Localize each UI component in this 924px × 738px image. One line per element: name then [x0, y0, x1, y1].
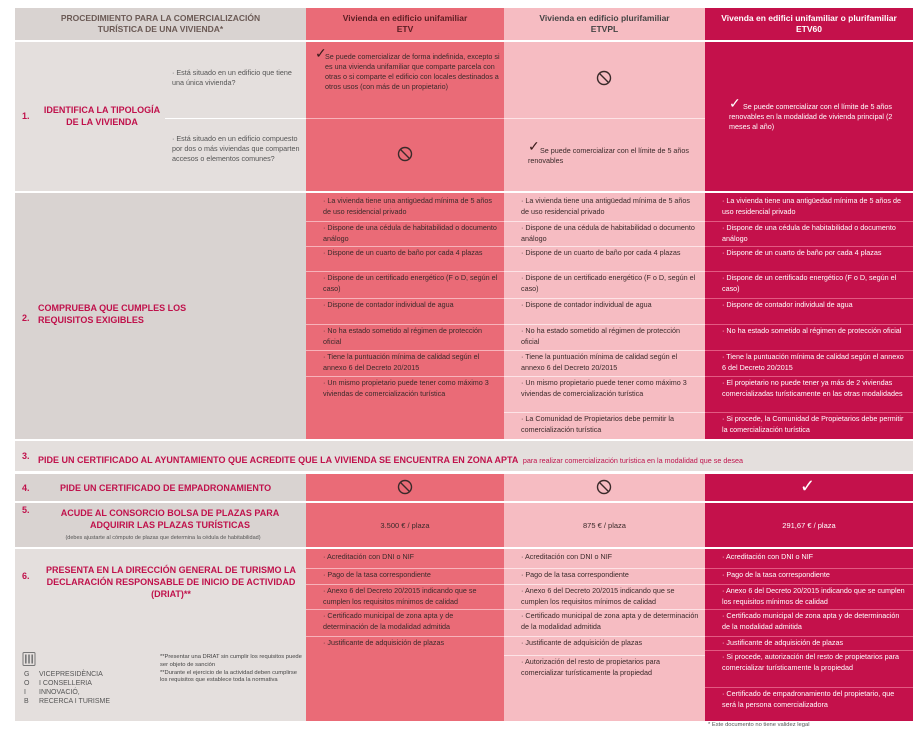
section1-question-2: · Está situado en un edificio compuesto por dos o más viviendas que comparten accesos o elementos comunes?	[172, 134, 300, 163]
requirement-item: · Pago de la tasa correspondiente	[722, 570, 830, 579]
prohibited-icon	[397, 146, 413, 162]
divider	[705, 324, 913, 325]
check-icon: ✓	[528, 138, 540, 154]
govern-crest-icon	[22, 652, 36, 666]
requirement-item: · Si procede, la Comunidad de Propietarios debe permitir la comercialización turística	[722, 414, 904, 434]
section6-title: PRESENTA EN LA DIRECCIÓN GENERAL DE TURISMO LA DECLARACIÓN RESPONSABLE DE INICIO DE ACTIVIDAD (DRIAT)**	[45, 565, 296, 599]
logo-letters	[24, 670, 34, 706]
requirement-item: · Dispone de una cédula de habitabilidad o documento análogo	[323, 223, 497, 243]
prohibited-icon	[596, 479, 612, 495]
header-procedure: PROCEDIMIENTO PARA LA COMERCIALIZACIÓN TURÍSTICA DE UNA VIVIENDA*	[15, 8, 306, 40]
divider	[504, 584, 705, 585]
requirement-item: · Tiene la puntuación mínima de calidad según el annexo 6 del Decreto 20/2015	[521, 352, 678, 372]
requirement-item: · Certificado municipal de zona apta y de determinación de la modalidad admitida	[722, 611, 900, 631]
divider	[306, 298, 504, 299]
divider	[504, 655, 705, 656]
divider	[705, 376, 913, 377]
divider	[306, 609, 504, 610]
requirement-item: · Dispone de un cuarto de baño por cada 4 plazas	[521, 248, 681, 257]
section5-note: (debes ajustarte al cómputo de plazas que determina la cédula de habitabilidad)	[65, 535, 261, 541]
divider	[306, 271, 504, 272]
section5-title: ACUDE AL CONSORCIO BOLSA DE PLAZAS PARA ADQUIRIR LAS PLAZAS TURÍSTICAS	[60, 508, 280, 530]
divider	[705, 584, 913, 585]
section3-text	[38, 450, 898, 468]
requirement-item: · Tiene la puntuación mínima de calidad según el annexo 6 del Decreto 20/2015	[323, 352, 480, 372]
requirement-item: · La vivienda tiene una antigüedad mínima de 5 años de uso residencial privado	[722, 196, 902, 216]
section1-etv-q1: Se puede comercializar de forma indefinida, excepto si es una vivienda unifamiliar que comparte parcela con otras o si comparte el edificio con locales destinados a otros usos (con más de un propietario)	[325, 52, 500, 91]
requirement-item: · Dispone de un certificado energético (F o D, según el caso)	[521, 273, 696, 293]
divider	[504, 568, 705, 569]
requirement-item: · Certificado de empadronamiento del propietario, que será la persona comercializadora	[722, 689, 895, 709]
requirement-item: · Acreditación con DNI o NIF	[521, 552, 613, 561]
requirement-item: · Dispone de un certificado energético (F o D, según el caso)	[722, 273, 897, 293]
divider	[306, 350, 504, 351]
requirement-item: · No ha estado sometido al régimen de protección oficial	[323, 326, 483, 346]
requirement-item: · Autorización del resto de propietarios para comercializar turísticamente la propiedad	[521, 657, 661, 677]
divider	[705, 687, 913, 688]
requirement-item: · La vivienda tiene una antigüedad mínima de 5 años de uso residencial privado	[323, 196, 493, 216]
divider	[504, 221, 705, 222]
logo-line: INNOVACIÓ,	[39, 689, 80, 696]
divider	[306, 584, 504, 585]
requirement-item: · Un mismo propietario puede tener como máximo 3 viviendas de comercialización turística	[521, 378, 687, 398]
check-icon: ✓	[729, 95, 741, 111]
logo-letter: G	[24, 671, 30, 678]
logo-line: VICEPRESIDÈNCIA	[39, 671, 103, 678]
header-etv60: Vivenda en edifici unifamiliar o plurifamiliar ETV60	[705, 8, 913, 40]
requirement-item: · Tiene la puntuación mínima de calidad según el annexo 6 del Decreto 20/2015	[722, 352, 904, 372]
divider	[504, 609, 705, 610]
requirement-item: · Si procede, autorización del resto de propietarios para comercializar turísticamente la propiedad	[722, 652, 899, 672]
section3-subtitle: para realizar comercialización turística en la modalidad que se desea	[522, 456, 743, 465]
divider	[705, 271, 913, 272]
requirement-item: · Dispone de contador individual de agua	[722, 300, 853, 309]
divider	[504, 118, 705, 119]
requirement-item: · Acreditación con DNI o NIF	[323, 552, 415, 561]
divider	[705, 221, 913, 222]
divider	[504, 376, 705, 377]
divider	[165, 118, 306, 119]
divider	[504, 271, 705, 272]
divider	[705, 350, 913, 351]
header-etv: Vivienda en edificio unifamiliar ETV	[306, 8, 504, 40]
section6-notes	[160, 654, 302, 685]
section1-etv60: Se puede comercializar con el límite de 5 años renovables en la modalidad de vivienda principal (2 meses al año)	[729, 102, 893, 131]
section1-etvpl-area	[504, 42, 705, 191]
divider	[306, 324, 504, 325]
section5-etv60-price: 291,67 € / plaza	[782, 521, 836, 530]
footnote: * Este documento no tiene validez legal	[708, 722, 810, 728]
section6-note-2: **Durante el ejercicio de la actividad deben cumplirse los requisitos que establece toda la normativa	[160, 669, 297, 684]
requirement-item: · No ha estado sometido al régimen de protección oficial	[722, 326, 902, 335]
divider	[705, 412, 913, 413]
requirement-item: · Certificado municipal de zona apta y de determinación de la modalidad admitida	[521, 611, 699, 631]
requirement-item: · Un mismo propietario puede tener como máximo 3 viviendas de comercialización turística	[323, 378, 489, 398]
logo-letter: O	[24, 680, 30, 687]
divider	[705, 636, 913, 637]
requirement-item: · Dispone de una cédula de habitabilidad o documento análogo	[521, 223, 695, 243]
divider	[306, 118, 504, 119]
requirement-item: · Dispone de contador individual de agua	[521, 300, 652, 309]
section2-number: 2.	[22, 313, 30, 323]
section5-etv-price: 3.500 € / plaza	[380, 521, 430, 530]
divider	[306, 568, 504, 569]
header-etvpl: Vivienda en edificio plurifamiliar ETVPL	[504, 8, 705, 40]
divider	[306, 376, 504, 377]
requirement-item: · Acreditación con DNI o NIF	[722, 552, 814, 561]
divider	[504, 324, 705, 325]
divider	[306, 636, 504, 637]
logo-letter: B	[24, 698, 29, 705]
requirement-item: · Anexo 6 del Decreto 20/2015 indicando que se cumplen los requisitos mínimos de calidad	[323, 586, 477, 606]
requirement-item: · Dispone de un certificado energético (F o D, según el caso)	[323, 273, 498, 293]
requirement-item: · Pago de la tasa correspondiente	[521, 570, 629, 579]
requirement-item: · El propietario no puede tener ya más de 2 viviendas comercializadas turísticamente en las otras modalidades	[722, 378, 903, 398]
divider	[504, 298, 705, 299]
divider	[504, 246, 705, 247]
section6-number: 6.	[22, 571, 30, 581]
section1-etvpl-q2: Se puede comercializar con el límite de 5 años renovables	[528, 146, 690, 165]
requirement-item: · Justificante de adquisición de plazas	[521, 638, 643, 647]
logo-text	[39, 670, 149, 706]
requirement-item: · Dispone de contador individual de agua	[323, 300, 454, 309]
check-icon: ✓	[315, 45, 327, 61]
divider	[705, 650, 913, 651]
requirement-item: · Justificante de adquisición de plazas	[722, 638, 844, 647]
prohibited-icon	[397, 479, 413, 495]
divider	[504, 412, 705, 413]
section3-number: 3.	[22, 451, 30, 461]
section5-number: 5.	[22, 505, 30, 515]
section6-note-1: **Presentar una DRIAT sin cumplir los requisitos puede ser objeto de sanción	[160, 654, 302, 668]
section3-title: PIDE UN CERTIFICADO AL AYUNTAMIENTO QUE ACREDITE QUE LA VIVIENDA SE ENCUENTRA EN ZONA APTA	[38, 455, 519, 465]
prohibited-icon	[596, 70, 612, 86]
section1-title: IDENTIFICA LA TIPOLOGÍA DE LA VIVIENDA	[43, 105, 161, 127]
requirement-item: · Justificante de adquisición de plazas	[323, 638, 445, 647]
requirement-item: · Dispone de un cuarto de baño por cada 4 plazas	[722, 248, 882, 257]
requirement-item: · La Comunidad de Propietarios debe permitir la comercialización turística	[521, 414, 675, 434]
logo-line: RECERCA I TURISME	[39, 698, 111, 705]
requirement-item: · Dispone de una cédula de habitabilidad o documento análogo	[722, 223, 896, 243]
section2-title: COMPRUEBA QUE CUMPLES LOS REQUISITOS EXIGIBLES	[38, 303, 187, 325]
requirement-item: · Certificado municipal de zona apta y de determinación de la modalidad admitida	[323, 611, 454, 631]
section5-etvpl-price: 875 € / plaza	[583, 521, 626, 530]
check-icon: ✓	[800, 476, 816, 496]
section1-question-1: · Está situado en un edificio que tiene una única vivienda?	[172, 68, 292, 87]
divider	[504, 350, 705, 351]
section4-number: 4.	[22, 483, 30, 493]
divider	[705, 298, 913, 299]
divider	[705, 246, 913, 247]
divider	[504, 636, 705, 637]
section4-title: PIDE UN CERTIFICADO DE EMPADRONAMIENTO	[60, 483, 272, 493]
requirement-item: · Anexo 6 del Decreto 20/2015 indicando que se cumplen los requisitos mínimos de calidad	[722, 586, 905, 606]
requirement-item: · Pago de la tasa correspondiente	[323, 570, 431, 579]
divider	[705, 568, 913, 569]
divider	[306, 221, 504, 222]
requirement-item: · Anexo 6 del Decreto 20/2015 indicando que se cumplen los requisitos mínimos de calidad	[521, 586, 675, 606]
logo-letter: I	[24, 689, 26, 696]
requirement-item: · No ha estado sometido al régimen de protección oficial	[521, 326, 681, 346]
section1-number: 1.	[22, 111, 30, 121]
requirement-item: · Dispone de un cuarto de baño por cada 4 plazas	[323, 248, 483, 257]
logo-line: I CONSELLERIA	[39, 680, 92, 687]
divider	[705, 609, 913, 610]
requirement-item: · La vivienda tiene una antigüedad mínima de 5 años de uso residencial privado	[521, 196, 691, 216]
divider	[306, 246, 504, 247]
